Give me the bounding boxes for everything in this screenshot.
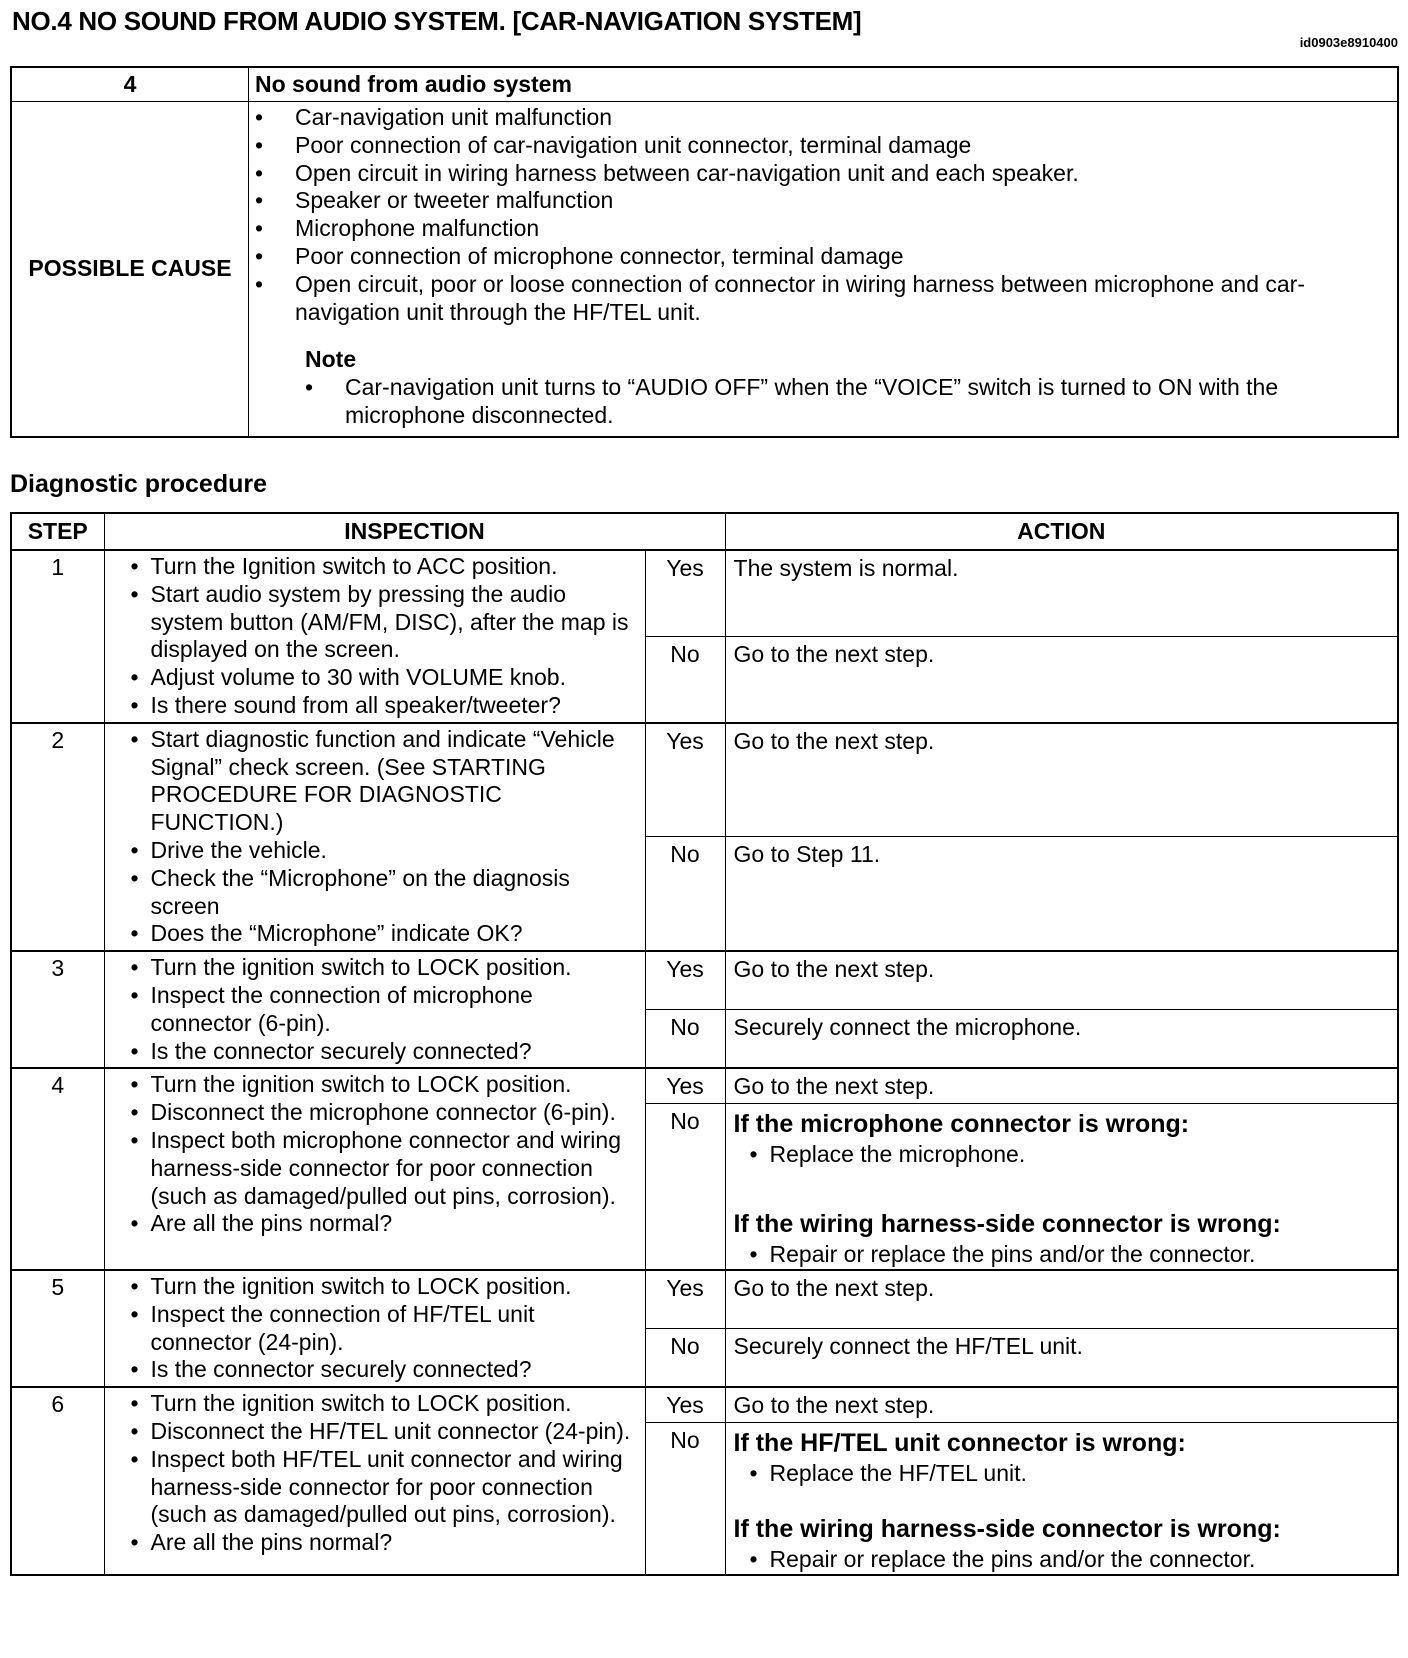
no-label: No	[645, 837, 725, 951]
note-item: • Car-navigation unit turns to “AUDIO OFF” when the “VOICE” switch is turned to ON with the microphone disconnected.	[325, 374, 1337, 430]
note-title: Note	[305, 346, 357, 373]
inspection-item: • Does the “Microphone” indicate OK?	[151, 920, 639, 948]
step-number: 2	[11, 723, 104, 951]
action-condition-heading: If the wiring harness-side connector is wrong:	[733, 1514, 1281, 1543]
document-id: id0903e8910400	[1299, 35, 1398, 50]
no-action: Go to the next step.	[725, 636, 1398, 722]
no-action: Securely connect the HF/TEL unit.	[725, 1329, 1398, 1388]
inspection-item: • Are all the pins normal?	[151, 1210, 639, 1238]
no-label: No	[645, 1423, 725, 1575]
diagnostic-heading: Diagnostic procedure	[10, 470, 267, 498]
step-number: 1	[11, 550, 104, 723]
step-number: 6	[11, 1387, 104, 1575]
yes-action: Go to the next step.	[725, 951, 1398, 1010]
column-action: ACTION	[725, 513, 1398, 550]
inspection-item: • Inspect the connection of HF/TEL unit connector (24-pin).	[151, 1301, 639, 1357]
yes-action: Go to the next step.	[725, 1270, 1398, 1329]
action-item: • Replace the microphone.	[770, 1141, 1391, 1169]
column-step: STEP	[11, 513, 104, 550]
inspection-item: • Start audio system by pressing the audio system button (AM/FM, DISC), after the map is displayed on the screen.	[151, 581, 639, 664]
inspection-item: • Adjust volume to 30 with VOLUME knob.	[151, 664, 639, 692]
inspection-item: • Inspect the connection of microphone connector (6-pin).	[151, 982, 639, 1038]
cause-item: • Open circuit, poor or loose connection of connector in wiring harness between microphone and car-navigation unit through the HF/TEL unit.	[275, 271, 1387, 327]
no-action: Securely connect the microphone.	[725, 1010, 1398, 1069]
inspection-list	[105, 1069, 645, 1240]
inspection-item: • Disconnect the microphone connector (6-pin).	[151, 1099, 639, 1127]
inspection-item: • Start diagnostic function and indicate “Vehicle Signal” check screen. (See STARTING PROCEDURE FOR DIAGNOSTIC FUNCTION.)	[151, 726, 639, 837]
inspection-cell	[104, 550, 645, 723]
action-list	[734, 1460, 1391, 1488]
step-row	[11, 723, 1398, 837]
yes-action: Go to the next step.	[725, 723, 1398, 837]
no-label: No	[645, 1104, 725, 1270]
yes-action: The system is normal.	[725, 550, 1398, 636]
inspection-item: • Inspect both HF/TEL unit connector and wiring harness-side connector for poor connection (such as damaged/pulled out pins, corrosion).	[151, 1446, 639, 1529]
step-number: 3	[11, 951, 104, 1068]
inspection-item: • Turn the ignition switch to LOCK position.	[151, 1390, 639, 1418]
action-list	[734, 1141, 1391, 1169]
inspection-list	[105, 1271, 645, 1386]
cause-cell	[249, 102, 1399, 437]
inspection-item: • Is the connector securely connected?	[151, 1356, 639, 1384]
yes-action: Go to the next step.	[725, 1387, 1398, 1423]
yes-label: Yes	[645, 723, 725, 837]
inspection-item: • Turn the ignition switch to LOCK position.	[151, 954, 639, 982]
possible-cause-label: POSSIBLE CAUSE	[11, 102, 249, 437]
action-list	[734, 1241, 1391, 1269]
inspection-item: • Check the “Microphone” on the diagnosis screen	[151, 865, 639, 921]
step-row	[11, 951, 1398, 1010]
page-title: NO.4 NO SOUND FROM AUDIO SYSTEM. [CAR-NAVIGATION SYSTEM]	[12, 6, 862, 36]
diagnostic-table	[10, 512, 1399, 1576]
symptom-title: No sound from audio system	[249, 67, 1399, 102]
inspection-item: • Are all the pins normal?	[151, 1529, 639, 1557]
inspection-cell	[104, 951, 645, 1068]
yes-label: Yes	[645, 1270, 725, 1329]
cause-item: • Speaker or tweeter malfunction	[275, 187, 1387, 215]
no-label: No	[645, 1010, 725, 1069]
diagnostic-header-row	[11, 513, 1398, 550]
action-item: • Repair or replace the pins and/or the connector.	[770, 1546, 1391, 1574]
note-list	[249, 374, 1397, 436]
cause-item: • Poor connection of microphone connector, terminal damage	[275, 243, 1387, 271]
no-label: No	[645, 1329, 725, 1388]
action-condition-heading: If the microphone connector is wrong:	[733, 1110, 1190, 1139]
step-row	[11, 550, 1398, 636]
action-condition-heading: If the HF/TEL unit connector is wrong:	[733, 1429, 1186, 1458]
inspection-cell	[104, 1387, 645, 1575]
inspection-item: • Turn the Ignition switch to ACC position.	[151, 553, 639, 581]
cause-item: • Open circuit in wiring harness between car-navigation unit and each speaker.	[275, 160, 1387, 188]
yes-label: Yes	[645, 550, 725, 636]
step-number: 4	[11, 1068, 104, 1270]
action-condition-heading: If the wiring harness-side connector is wrong:	[733, 1210, 1281, 1239]
cause-item: • Poor connection of car-navigation unit connector, terminal damage	[275, 132, 1387, 160]
inspection-cell	[104, 1270, 645, 1387]
inspection-cell	[104, 723, 645, 951]
yes-label: Yes	[645, 1387, 725, 1423]
inspection-item: • Inspect both microphone connector and wiring harness-side connector for poor connection (such as damaged/pulled out pins, corrosion).	[151, 1127, 639, 1210]
inspection-item: • Turn the ignition switch to LOCK position.	[151, 1071, 639, 1099]
no-action	[725, 1423, 1398, 1575]
inspection-cell	[104, 1068, 645, 1270]
inspection-item: • Is there sound from all speaker/tweeter?	[151, 692, 639, 720]
step-row	[11, 1270, 1398, 1329]
yes-action: Go to the next step.	[725, 1068, 1398, 1104]
no-action	[725, 1104, 1398, 1270]
inspection-list	[105, 724, 645, 950]
action-item: • Replace the HF/TEL unit.	[770, 1460, 1391, 1488]
inspection-item: • Disconnect the HF/TEL unit connector (24-pin).	[151, 1418, 639, 1446]
symptom-row	[11, 67, 1398, 102]
step-row	[11, 1387, 1398, 1423]
step-number: 5	[11, 1270, 104, 1387]
inspection-item: • Turn the ignition switch to LOCK position.	[151, 1273, 639, 1301]
cause-item: • Microphone malfunction	[275, 215, 1387, 243]
action-item: • Repair or replace the pins and/or the connector.	[770, 1241, 1391, 1269]
cause-row	[11, 102, 1398, 437]
no-label: No	[645, 636, 725, 722]
inspection-list	[105, 551, 645, 722]
inspection-item: • Drive the vehicle.	[151, 837, 639, 865]
yes-label: Yes	[645, 951, 725, 1010]
possible-cause-table	[10, 66, 1399, 438]
cause-list	[249, 102, 1397, 330]
no-action: Go to Step 11.	[725, 837, 1398, 951]
symptom-number: 4	[11, 67, 249, 102]
yes-label: Yes	[645, 1068, 725, 1104]
column-inspection: INSPECTION	[104, 513, 725, 550]
step-row	[11, 1068, 1398, 1104]
cause-item: • Car-navigation unit malfunction	[275, 104, 1387, 132]
inspection-list	[105, 952, 645, 1067]
inspection-list	[105, 1388, 645, 1559]
inspection-item: • Is the connector securely connected?	[151, 1038, 639, 1066]
action-list	[734, 1546, 1391, 1574]
